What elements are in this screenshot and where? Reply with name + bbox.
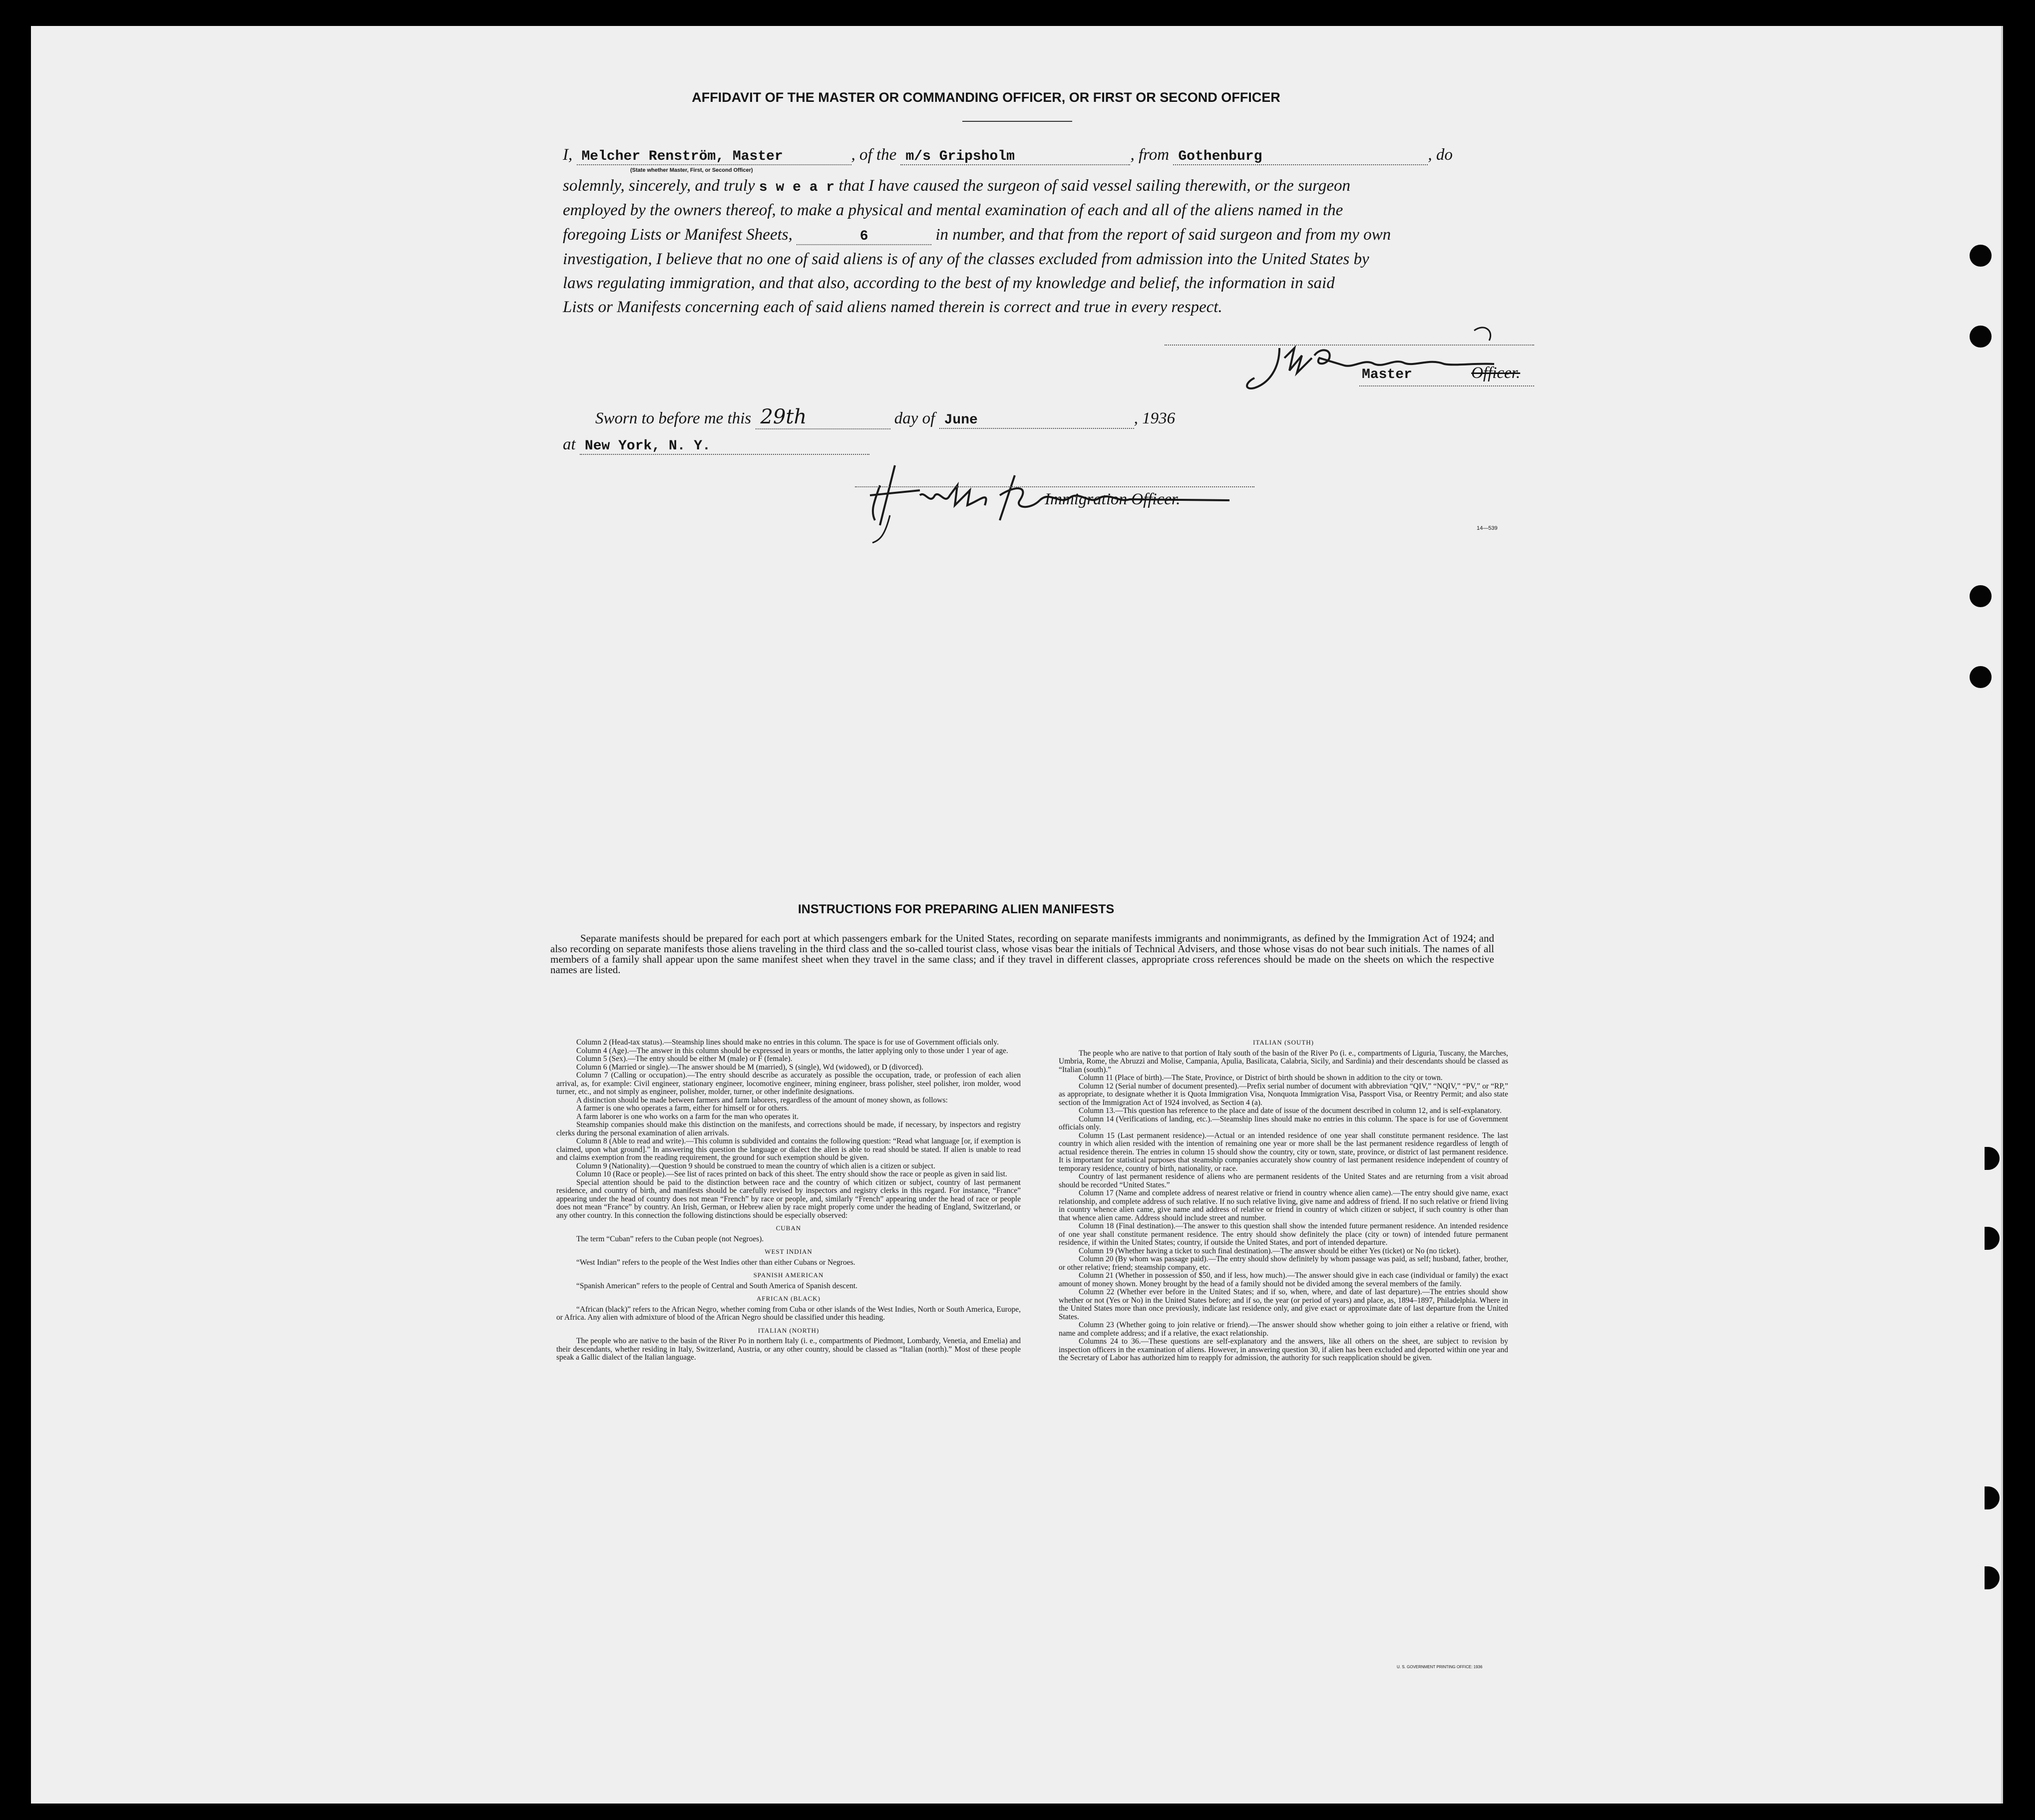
of-the-label: , of the — [851, 146, 897, 164]
instruction-paragraph: Column 4 (Age).—The answer in this column should be expressed in years or months, the latter applying only to those under 1 year of age. — [576, 1046, 1008, 1055]
instruction-paragraph: Column 21 (Whether in possession of $50, and if less, how much).—The answer should give in each case (individual or family) the exact amount of money shown. Money brought by the head of a family should not be divided among the several members of the family. — [1059, 1271, 1508, 1288]
instruction-paragraph: Column 13.—This question has reference to the place and date of issue of the document described in column 12, and is self-explanatory. — [1079, 1106, 1502, 1115]
instruction-paragraph: A distinction should be made between farmers and farm laborers, regardless of the amount of money shown, as follows: — [576, 1095, 948, 1104]
line-text: day of — [894, 409, 935, 427]
vessel-field: m/s Gripsholm — [900, 149, 1130, 165]
instruction-paragraph: Column 9 (Nationality).—Question 9 should be construed to mean the country of which alien is a citizen or subject. — [576, 1161, 935, 1170]
line-text: Sworn to before me this — [595, 409, 752, 427]
section-text: “African (black)” refers to the African Negro, whether coming from Cuba or other islands of the West Indies, North or South America, Europe, or Africa. Any alien with admixture of blood of the African Negro should be classified under this heading. — [556, 1305, 1021, 1322]
instruction-paragraph: Columns 24 to 36.—These questions are self-explanatory and the answers, like all others on the sheet, are subject to revision by inspection officers in the examination of aliens. However, in answering question 30, if alien has been excluded and deported within one year and the Secretary of Labor has authorized him to reapply for admission, the authority for such reapplication should be given. — [1059, 1337, 1508, 1362]
manifest-page — [31, 26, 2003, 1804]
line-text: in number, and that from the report of said surgeon and from my own — [935, 226, 1391, 244]
place-field: New York, N. Y. — [580, 438, 869, 455]
immigration-officer-label: Immigration Officer. — [1045, 490, 1181, 508]
punch-hole — [1985, 1147, 2000, 1170]
signer-title — [1362, 364, 1520, 382]
from-label: , from — [1130, 146, 1170, 164]
sheets-count-field: 6 — [797, 229, 931, 245]
instruction-paragraph: Column 19 (Whether having a ticket to such final destination).—The answer should be either Yes (ticket) or No (no ticket). — [1079, 1246, 1461, 1255]
affidavit-line-5: investigation, I believe that no one of said aliens is of any of the classes excluded from admission into the United States by — [563, 250, 1369, 268]
punch-hole — [1985, 1566, 2000, 1589]
instruction-paragraph: Column 15 (Last permanent residence).—Actual or an intended residence of one year shall constitute permanent residence. The last country in which alien resided with the intention of remaining one year or more shall be the last permanent residence regardless of length of actual residence therein. The entries in column 15 should show the country, city or town, state, province, or district of last permanent residence. It is important for statistical purposes that steamship companies accurately show country of last permanent residence independent of country of temporary residence, country of birth, nationality, or race. — [1059, 1131, 1508, 1173]
instruction-paragraph: Column 23 (Whether going to join relative or friend).—The answer should show whether going to join either a relative or friend, with name and complete address; and if a relative, the exact relationship. — [1059, 1321, 1508, 1338]
section-heading: WEST INDIAN — [765, 1248, 813, 1255]
affidavit-title: AFFIDAVIT OF THE MASTER OR COMMANDING OFFICER, OR FIRST OR SECOND OFFICER — [692, 90, 1280, 105]
instruction-paragraph: The people who are native to that portion of Italy south of the basin of the River Po (i. e., compartments of Liguria, Tuscany, the Marches, Umbria, Rome, the Abruzzi and Molise, Campania, Apulia, Basilicata, Calabria, Sicily, and Sardinia) and their descendants should be classed as “Italian (south).” — [1059, 1049, 1508, 1074]
line-text: at — [563, 435, 576, 453]
instruction-paragraph: Column 14 (Verifications of landing, etc.).—Steamship lines should make no entries in this column. The space is for use of Government officials only. — [1059, 1114, 1508, 1131]
swear-field: s w e a r — [759, 180, 835, 195]
instructions-left-column — [556, 1039, 1021, 1362]
affidavit-line-3: employed by the owners thereof, to make a physical and mental examination of each and all of the aliens named in the — [563, 201, 1343, 219]
year-label: , 1936 — [1134, 409, 1176, 427]
instruction-paragraph: Column 20 (By whom was passage paid).—The entry should show definitely by whom passage was paid, as self; husband, father, brother, or other relative; friend; steamship company, etc. — [1059, 1255, 1508, 1272]
instruction-paragraph: Column 17 (Name and complete address of nearest relative or friend in country whence alien came).—The entry should give name, exact relationship, and complete address of such relative. If no such relative living, give name and address of friend. If no such relative or friend living in country whence alien came, give name and address of relative or friend in country of which citizen or subject, if such country is other than that whence alien came. Address should include street and number. — [1059, 1189, 1508, 1222]
affidavit-line-1 — [563, 146, 1453, 165]
punch-hole — [1970, 585, 1992, 607]
line-text: that I have caused the surgeon of said vessel sailing therewith, or the surgeon — [838, 177, 1351, 195]
section-text: The people who are native to the basin of the River Po in northern Italy (i. e., compartments of Piedmont, Lombardy, Venetia, and Emelia) and their descendants, whether residing in Italy, Switzerland, Austria, or any other country, should be classed as “Italian (north).” Most of these people speak a Gallic dialect of the Italian language. — [556, 1337, 1021, 1362]
affidavit-line-7: Lists or Manifests concerning each of said aliens named therein is correct and true in every respect. — [563, 298, 1222, 316]
instruction-paragraph: Column 12 (Serial number of document presented).—Prefix serial number of document with abbreviation “QIV,” “NQIV,” “PV,” or “RP,” as appropriate, to designate whether it is Quota Immigration Visa, Nonquota Immigration Visa, Passport Visa, or Reentry Permit; and also state section of the Immigration Act of 1924 involved, as Section 4 (a). — [1059, 1082, 1508, 1107]
instruction-paragraph: Column 8 (Able to read and write).—This column is subdivided and contains the following question: “Read what language [or, if exemption is claimed, upon what ground].” In answering this question the language or dialect the alien is able to read should be stated. If alien is unable to read and claims exemption from the reading requirement, the ground for such exemption should be given. — [556, 1137, 1021, 1162]
instruction-paragraph: Column 11 (Place of birth).—The State, Province, or District of birth should be shown in addition to the city or town. — [1079, 1074, 1443, 1082]
punch-hole — [1985, 1227, 2000, 1250]
title-field: Master — [1362, 367, 1412, 382]
instructions-title: INSTRUCTIONS FOR PREPARING ALIEN MANIFESTS — [798, 902, 1115, 916]
affidavit-line-6: laws regulating immigration, and that also, according to the best of my knowledge and belief, the information in said — [563, 274, 1335, 292]
section-heading: CUBAN — [776, 1224, 802, 1232]
title-rule — [962, 121, 1072, 122]
officer-rank-note: (State whether Master, First, or Second Officer) — [630, 167, 753, 173]
instruction-paragraph: Column 22 (Whether ever before in the United States; and if so, when, where, and date of last departure).—The entries should show whether or not (Yes or No) in the United States before; and if so, the year (or period of years) and place, as, 1894–1897, Philadelphia. Where in the United States more than once previously, indicate last residence only, and give exact or approximate date of last departure from the United States. — [1059, 1288, 1508, 1321]
instruction-paragraph: Column 18 (Final destination).—The answer to this question shall show the intended future permanent residence. An intended residence of one year shall constitute permanent residence. The entry should show definitely the place (city or town) of intended future permanent residence, if within the United States; country, if outside the United States, and port of intended departure. — [1059, 1222, 1508, 1247]
instruction-paragraph: Special attention should be paid to the distinction between race and the country of which citizen or subject, country of last permanent residence, and country of birth, and manifests should be carefully revised by inspectors and registry clerks in this regard. For instance, “France” appearing under the head of country does not mean “French” by race or people, and, similarly “French” appearing under the head of race or people does not mean “France” by country. An Irish, German, or Hebrew alien by race might properly come under the heading of England, Switzerland, or any other country. In this connection the following distinctions should be especially observed: — [556, 1178, 1021, 1220]
instruction-paragraph: A farm laborer is one who works on a farm for the man who operates it. — [576, 1112, 799, 1121]
master-name-field: Melcher Renström, Master — [577, 149, 851, 165]
day-field: 29th — [756, 405, 890, 429]
section-text: “Spanish American” refers to the people of Central and South America of Spanish descent. — [576, 1281, 858, 1290]
section-heading: ITALIAN (SOUTH) — [1253, 1039, 1314, 1046]
affidavit-line-2 — [563, 177, 1350, 195]
port-field: Gothenburg — [1173, 149, 1428, 165]
instructions-intro — [550, 933, 1494, 975]
section-text: “West Indian” refers to the people of the West Indies other than either Cubans or Negroes. — [576, 1258, 855, 1267]
form-number: 14—539 — [1477, 525, 1498, 531]
do-label: , do — [1428, 146, 1453, 164]
section-heading: ITALIAN (NORTH) — [758, 1326, 819, 1334]
section-heading: SPANISH AMERICAN — [753, 1271, 824, 1279]
affidavit-line-4 — [563, 226, 1391, 245]
punch-hole — [1970, 666, 1992, 688]
instruction-paragraph: Column 10 (Race or people).—See list of races printed on back of this sheet. The entry should show the race or people as given in said list. — [576, 1170, 1007, 1178]
gpo-note: U. S. GOVERNMENT PRINTING OFFICE: 1936 — [1397, 1665, 1483, 1669]
section-text: The term “Cuban” refers to the Cuban people (not Negroes). — [576, 1234, 764, 1243]
intro-paragraph: Separate manifests should be prepared for each port at which passengers embark for the United States, recording on separate manifests immigrants and nonimmigrants, as defined by the Immigration Act of 1924; and also recording on separate manifests those aliens traveling in the third class and the so-called tourist class, whose visas bear the initials of Technical Advisers, and those whose visas do not bear such initials. The names of all members of a family shall appear upon the same manifest sheet when they travel in the same class; and if they travel in different classes, appropriate cross references should be made on the sheets on which the respective names are listed. — [550, 932, 1494, 976]
instruction-paragraph: Column 2 (Head-tax status).—Steamship lines should make no entries in this column. The space is for use of Government officials only. — [576, 1038, 999, 1047]
instruction-paragraph: Column 7 (Calling or occupation).—The entry should describe as accurately as possible the occupation, trade, or profession of each alien arrival, as, for example: Civil engineer, stationary engineer, locomotive engineer, mining engineer, brass polisher, steel polisher, iron molder, wood turner, etc., and not simply as engineer, polisher, molder, turner, or other indefinite designations. — [556, 1071, 1021, 1096]
instruction-paragraph: Country of last permanent residence of aliens who are permanent residents of the United States and are returning from a visit abroad should be recorded “United States.” — [1059, 1172, 1508, 1189]
master-signature-line — [1165, 345, 1534, 346]
punch-hole — [1985, 1486, 2000, 1509]
instruction-paragraph: Column 6 (Married or single).—The answer should be M (married), S (single), Wd (widowed), or D (divorced). — [576, 1063, 923, 1072]
i-word: I, — [563, 146, 573, 164]
instruction-paragraph: A farmer is one who operates a farm, either for himself or for others. — [576, 1104, 789, 1112]
punch-hole — [1970, 245, 1992, 267]
line-text: solemnly, sincerely, and truly — [563, 177, 755, 195]
sworn-line — [595, 405, 1175, 429]
officer-label: Officer. — [1471, 364, 1521, 382]
line-text: foregoing Lists or Manifest Sheets, — [563, 226, 793, 244]
officer-signature-line — [855, 486, 1254, 487]
place-line — [563, 435, 869, 455]
section-heading: AFRICAN (BLACK) — [756, 1295, 821, 1302]
instructions-right-column — [1059, 1039, 1508, 1363]
instruction-paragraph: Column 5 (Sex).—The entry should be either M (male) or F (female). — [576, 1055, 793, 1063]
punch-hole — [1970, 326, 1992, 348]
instruction-paragraph: Steamship companies should make this distinction on the manifests, and corrections should be made, if necessary, by inspectors and registry clerks during the personal examination of alien arrivals. — [556, 1120, 1021, 1137]
month-field: June — [939, 412, 1134, 429]
title-line — [1359, 385, 1534, 386]
